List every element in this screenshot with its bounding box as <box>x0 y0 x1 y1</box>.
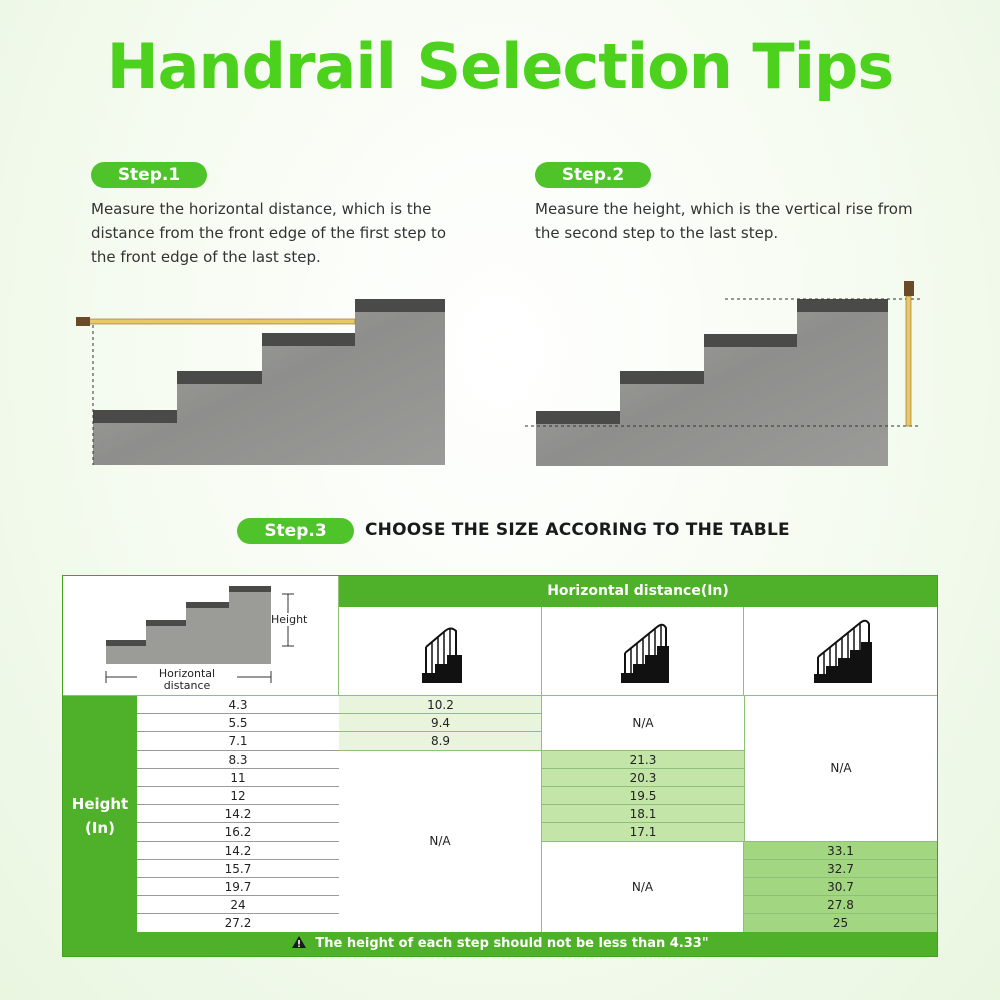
page-title: Handrail Selection Tips <box>106 30 894 103</box>
col2-value: 18.1 <box>542 805 744 823</box>
height-value: 12 <box>137 787 339 805</box>
step1-line: the front edge of the last step. <box>91 248 321 266</box>
height-label-line: Height <box>71 795 129 813</box>
col1-na: N/A <box>339 751 542 932</box>
step2-description <box>535 197 935 245</box>
stair-railing-5-steps-icon <box>744 607 937 696</box>
step1-badge: Step.1 <box>91 162 207 188</box>
stair-railing-4-steps-icon <box>542 607 744 696</box>
col3-value: 32.7 <box>744 860 937 878</box>
col3-value: 27.8 <box>744 896 937 914</box>
col2-na-top: N/A <box>542 696 744 751</box>
table-diagram-cell <box>63 576 339 696</box>
height-value: 27.2 <box>224 916 252 931</box>
col2-value: 19.5 <box>542 787 744 805</box>
height-label-line: (In) <box>85 819 115 837</box>
diagram-horizontal-label-line: Horizontal <box>158 667 216 680</box>
diagram-height-label: Height <box>271 613 308 626</box>
height-value: 4.3 <box>137 696 339 714</box>
height-value: 14.2 <box>137 842 339 860</box>
step3-badge: Step.3 <box>237 518 354 544</box>
step2-line: the second step to the last step. <box>535 224 779 242</box>
step1-line: distance from the front edge of the first step to <box>91 224 447 242</box>
diagram-horizontal-label-line: distance <box>163 679 211 692</box>
col3-value: 25 <box>744 914 937 932</box>
height-value: 16.2 <box>137 823 339 841</box>
col2-value: 17.1 <box>542 823 744 841</box>
height-value: 11 <box>137 769 339 787</box>
step2-stairs-illustration <box>520 278 940 473</box>
step2-line: Measure the height, which is the vertical rise from <box>535 200 913 218</box>
footer-note: The height of each step should not be less than 4.33" <box>315 936 709 951</box>
height-value: 5.5 <box>137 714 339 732</box>
icon-cell-3-steps <box>339 607 542 696</box>
height-value: 8.3 <box>137 751 339 769</box>
table-header: Horizontal distance(In) <box>339 576 937 607</box>
step2-badge: Step.2 <box>535 162 651 188</box>
col1-value: 8.9 <box>339 732 542 750</box>
table-footer <box>63 932 937 956</box>
height-value: 15.7 <box>137 860 339 878</box>
col3-value: 30.7 <box>744 878 937 896</box>
height-row-label <box>63 696 137 932</box>
step1-stairs-illustration <box>70 295 450 470</box>
height-value: 19.7 <box>137 878 339 896</box>
col2-na-bottom: N/A <box>542 842 744 932</box>
col3-value: 33.1 <box>744 842 937 860</box>
step1-description <box>91 197 471 269</box>
height-value: 24 <box>137 896 339 914</box>
height-value: 7.1 <box>137 732 339 750</box>
step3-heading: CHOOSE THE SIZE ACCORING TO THE TABLE <box>365 520 790 540</box>
col2-value: 21.3 <box>542 751 744 769</box>
col1-value: 10.2 <box>339 696 542 714</box>
col1-value: 9.4 <box>339 714 542 732</box>
icon-cell-5-steps <box>744 607 937 696</box>
diagram-horizontal-label <box>137 668 237 692</box>
col3-na: N/A <box>744 696 937 842</box>
step1-line: Measure the horizontal distance, which is the <box>91 200 432 218</box>
col2-value: 20.3 <box>542 769 744 787</box>
icon-cell-4-steps <box>542 607 744 696</box>
size-table <box>62 575 938 957</box>
warning-icon <box>291 935 307 949</box>
height-value: 14.2 <box>137 805 339 823</box>
stair-railing-3-steps-icon <box>339 607 542 696</box>
